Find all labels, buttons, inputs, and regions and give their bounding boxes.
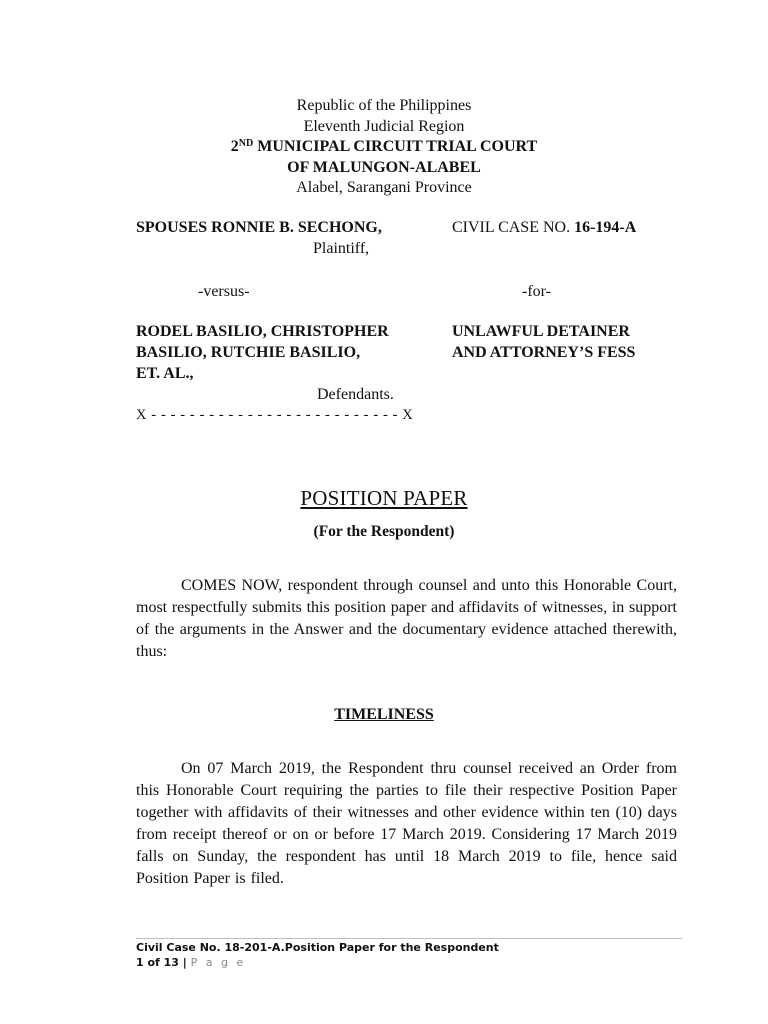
section-heading-timeliness: TIMELINESS	[334, 706, 434, 723]
court-header	[0, 96, 768, 199]
versus-label: -versus-	[198, 283, 250, 300]
intro-paragraph: COMES NOW, respondent through counsel and unto this Honorable Court, most respectfully submits this position paper and affidavits of witnesses, in support of the arguments in the Answer and the documentary evidence attached therewith, thus:	[136, 577, 677, 660]
case-number-line	[452, 218, 636, 239]
case-number: 16-194-A	[574, 219, 637, 236]
footer-page-count: 1 of 13 |	[136, 956, 191, 969]
defendant-line-1: RODEL BASILIO, CHRISTOPHER	[136, 323, 389, 340]
defendants-label: Defendants.	[317, 386, 394, 403]
defendant-line-2: BASILIO, RUTCHIE BASILIO,	[136, 344, 361, 361]
page-footer	[136, 940, 499, 970]
header-court-name: MUNICIPAL CIRCUIT TRIAL COURT	[253, 138, 538, 155]
header-republic: Republic of the Philippines	[296, 97, 472, 114]
document-subtitle: (For the Respondent)	[313, 523, 455, 540]
case-nature-line-2: AND ATTORNEY’S FESS	[452, 344, 636, 361]
plaintiff-label: Plaintiff,	[313, 240, 370, 257]
header-region: Eleventh Judicial Region	[303, 117, 465, 135]
for-label: -for-	[522, 283, 551, 300]
footer-divider	[136, 938, 682, 939]
document-title: POSITION PAPER	[300, 486, 468, 510]
header-court-location: OF MALUNGON-ALABEL	[287, 158, 481, 176]
case-nature-line-1: UNLAWFUL DETAINER	[452, 323, 630, 340]
header-province: Alabel, Sarangani Province	[296, 179, 472, 196]
timeliness-paragraph: On 07 March 2019, the Respondent thru counsel received an Order from this Honorable Court requiring the parties to file their respective Position Paper together with affidavits of their witnesses and other evidence within ten (10) days from receipt thereof or on or before 17 March 2019. Considering 17 March 2019 falls on Sunday, the respondent has until 18 March 2019 to file, hence said Position Paper is filed.	[136, 760, 677, 887]
header-court-ordinal-suffix: ND	[238, 138, 254, 149]
footer-document-label: Civil Case No. 18-201-A.Position Paper for the Respondent	[136, 941, 499, 954]
header-court	[0, 137, 768, 158]
case-number-label: CIVIL CASE NO.	[452, 219, 575, 236]
plaintiff-name: SPOUSES RONNIE B. SECHONG,	[136, 219, 382, 236]
footer-page-word: P a g e	[190, 956, 246, 969]
footer-page-number	[136, 955, 499, 970]
header-court-ordinal: 2	[230, 138, 239, 155]
defendant-line-3: ET. AL.,	[136, 365, 194, 382]
caption-separator: X - - - - - - - - - - - - - - - - - - - - - - - - - - X	[136, 407, 414, 423]
